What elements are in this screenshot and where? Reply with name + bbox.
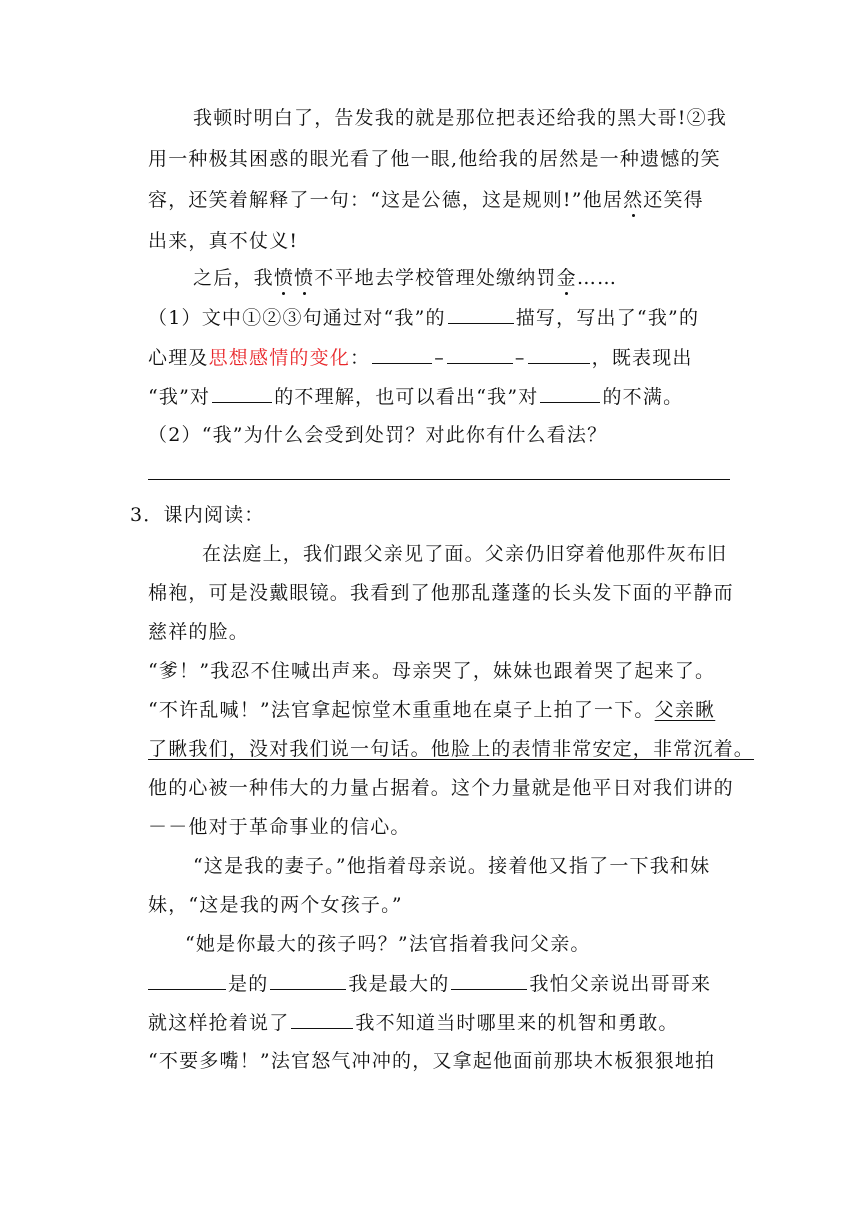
passage-line: 他的心被一种伟大的力量占据着。这个力量就是他平日对我们讲的 bbox=[148, 777, 734, 799]
passage-line: 之后，我愤愤不平地去学校管理处缴纳罚金…… bbox=[193, 267, 618, 289]
underlined-text: 父亲瞅 bbox=[654, 699, 716, 721]
answer-blank[interactable] bbox=[451, 971, 527, 990]
passage-line: 是的 我是最大的 我怕父亲说出哥哥来 bbox=[148, 971, 711, 996]
passage-line: 用一种极其困惑的眼光看了他一眼,他给我的居然是一种遗憾的笑 bbox=[148, 148, 721, 170]
section-heading: 3．课内阅读： bbox=[130, 504, 265, 526]
emphasis-dot-char: 然 bbox=[623, 189, 644, 211]
passage-line: 就这样抢着说了 我不知道当时哪里来的机智和勇敢。 bbox=[148, 1012, 679, 1034]
highlight-text: 思想感情的变化 bbox=[208, 347, 351, 369]
answer-blank[interactable] bbox=[291, 1010, 353, 1029]
passage-line: 棉袍，可是没戴眼镜。我看到了他那乱蓬蓬的长头发下面的平静而 bbox=[148, 582, 734, 604]
answer-blank[interactable] bbox=[540, 384, 600, 403]
passage-line: 我顿时明白了，告发我的就是那位把表还给我的黑大哥!②我 bbox=[193, 107, 728, 129]
question-1-line: “我”对 的不理解，也可以看出“我”对 的不满。 bbox=[148, 386, 684, 408]
passage-line: 妹，“这是我的两个女孩子。” bbox=[148, 894, 403, 916]
question-1-line: （1）文中①②③句通过对“我”的 描写，写出了“我”的 bbox=[148, 307, 700, 329]
answer-blank[interactable] bbox=[270, 971, 346, 990]
passage-line bbox=[148, 737, 754, 761]
answer-line[interactable] bbox=[148, 479, 730, 480]
passage-line: －－他对于革命事业的信心。 bbox=[148, 816, 411, 838]
answer-blank[interactable] bbox=[148, 971, 226, 990]
emphasis-dot-char: 愤 bbox=[273, 267, 295, 289]
passage-line: “这是我的妻子。”他指着母亲说。接着他又指了一下我和妹 bbox=[193, 855, 711, 877]
passage-line: 容，还笑着解释了一句：“这是公德，这是规则!”他居然还笑得 bbox=[148, 189, 704, 211]
emphasis-dot-char: 金 bbox=[556, 267, 577, 289]
passage-line: “不许乱喊！”法官拿起惊堂木重重地在桌子上拍了一下。父亲瞅 bbox=[148, 699, 716, 721]
passage-line: “爹！”我忍不住喊出声来。母亲哭了，妹妹也跟着哭了起来了。 bbox=[148, 660, 716, 682]
underlined-text: 了瞅我们，没对我们说一句话。他脸上的表情非常安定，非常沉着。 bbox=[148, 738, 755, 760]
answer-blank[interactable] bbox=[528, 345, 590, 364]
answer-blank[interactable] bbox=[447, 345, 513, 364]
question-2: （2）“我”为什么会受到处罚？对此你有什么看法？ bbox=[148, 424, 608, 446]
passage-line: 慈祥的脸。 bbox=[148, 621, 250, 643]
answer-blank[interactable] bbox=[212, 384, 272, 403]
question-1-line: 心理及思想感情的变化： – – ，既表现出 bbox=[148, 347, 693, 369]
answer-blank[interactable] bbox=[448, 305, 514, 324]
passage-line: “不要多嘴！”法官怒气冲冲的，又拿起他面前那块木板狠狠地拍 bbox=[148, 1050, 716, 1072]
answer-blank[interactable] bbox=[372, 345, 432, 364]
emphasis-dot-char: 愤 bbox=[294, 267, 315, 289]
passage-line: 在法庭上，我们跟父亲见了面。父亲仍旧穿着他那件灰布旧 bbox=[202, 543, 728, 565]
passage-line: 出来，真不仗义! bbox=[148, 230, 299, 252]
passage-line: “她是你最大的孩子吗？”法官指着我问父亲。 bbox=[185, 933, 591, 955]
